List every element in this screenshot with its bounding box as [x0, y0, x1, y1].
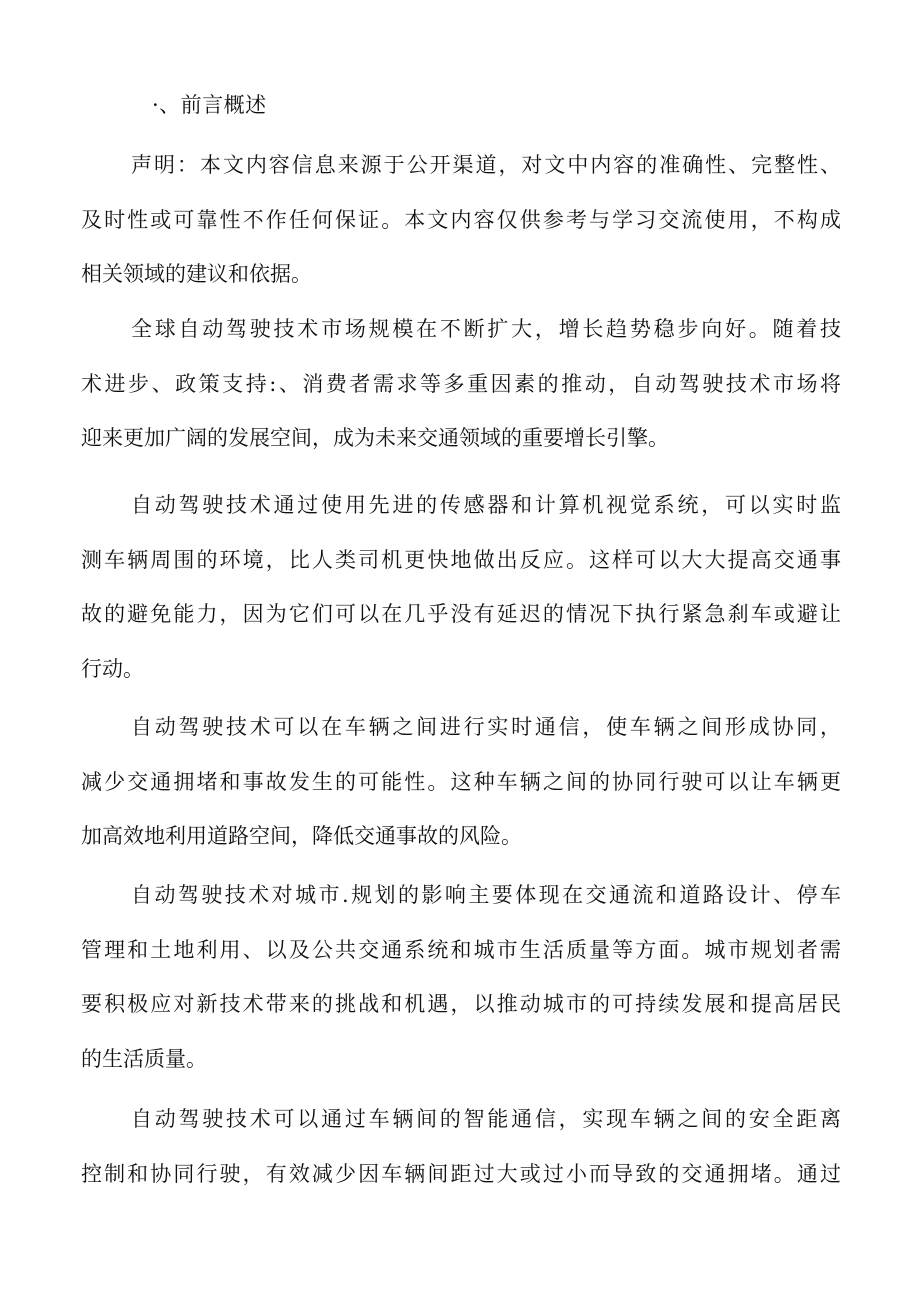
paragraph-line: 行动。: [81, 656, 144, 681]
paragraph-line: 自动驾驶技术可以通过车辆间的智能通信，实现车辆之间的安全距离: [131, 1107, 841, 1131]
paragraph-safe-distance: [81, 1092, 841, 1201]
paragraph-disclaimer: [81, 138, 841, 302]
paragraph-line: 及时性或可靠性不作任何保证。本文内容仅供参考与学习交流使用，不构成: [81, 207, 841, 232]
paragraph-line: 自动驾驶技术可以在车辆之间进行实时通信，使车辆之间形成协同，: [131, 715, 841, 739]
paragraph-line: 声明：本文内容信息来源于公开渠道，对文中内容的准确性、完整性、: [131, 153, 841, 177]
paragraph-line: 要积极应对新技术带来的挑战和机遇，以推动城市的可持续发展和提高居民: [81, 992, 841, 1016]
paragraph-sensors: [81, 478, 841, 696]
paragraph-line: 术进步、政策支持:、消费者需求等多重因素的推动，自动驾驶技术市场将: [81, 371, 841, 396]
paragraph-line: 自动驾驶技术对城市.规划的影响主要体现在交通流和道路设计、停车: [131, 883, 841, 907]
paragraph-market: [81, 302, 841, 466]
paragraph-line: 减少交通拥堵和事故发生的可能性。这种车辆之间的协同行驶可以让车辆更: [81, 769, 841, 794]
paragraph-urban-planning: [81, 868, 841, 1086]
paragraph-line: 加高效地利用道路空间，降低交通事故的风险。: [81, 824, 522, 848]
paragraph-line: 自动驾驶技术通过使用先进的传感器和计算机视觉系统，可以实时监: [131, 493, 841, 517]
paragraph-line: 管理和土地利用、以及公共交通系统和城市生活质量等方面。城市规划者需: [81, 937, 841, 962]
paragraph-line: 相关领域的建议和依据。: [81, 262, 312, 286]
section-heading: ·、前言概述: [152, 93, 267, 117]
paragraph-line: 全球自动驾驶技术市场规模在不断扩大，增长趋势稳步向好。随着技: [131, 317, 841, 341]
paragraph-communication: [81, 700, 841, 864]
paragraph-line: 测车辆周围的环境，比人类司机更快地做出反应。这样可以大大提高交通事: [81, 547, 841, 572]
paragraph-line: 迎来更加广阔的发展空间，成为未来交通领域的重要增长引擎。: [81, 426, 669, 450]
paragraph-line: 的生活质量。: [81, 1046, 207, 1071]
paragraph-line: 故的避免能力，因为它们可以在几乎没有延迟的情况下执行紧急刹车或避让: [81, 602, 841, 626]
paragraph-line: 控制和协同行驶，有效减少因车辆间距过大或过小而导致的交通拥堵。通过: [81, 1161, 841, 1186]
